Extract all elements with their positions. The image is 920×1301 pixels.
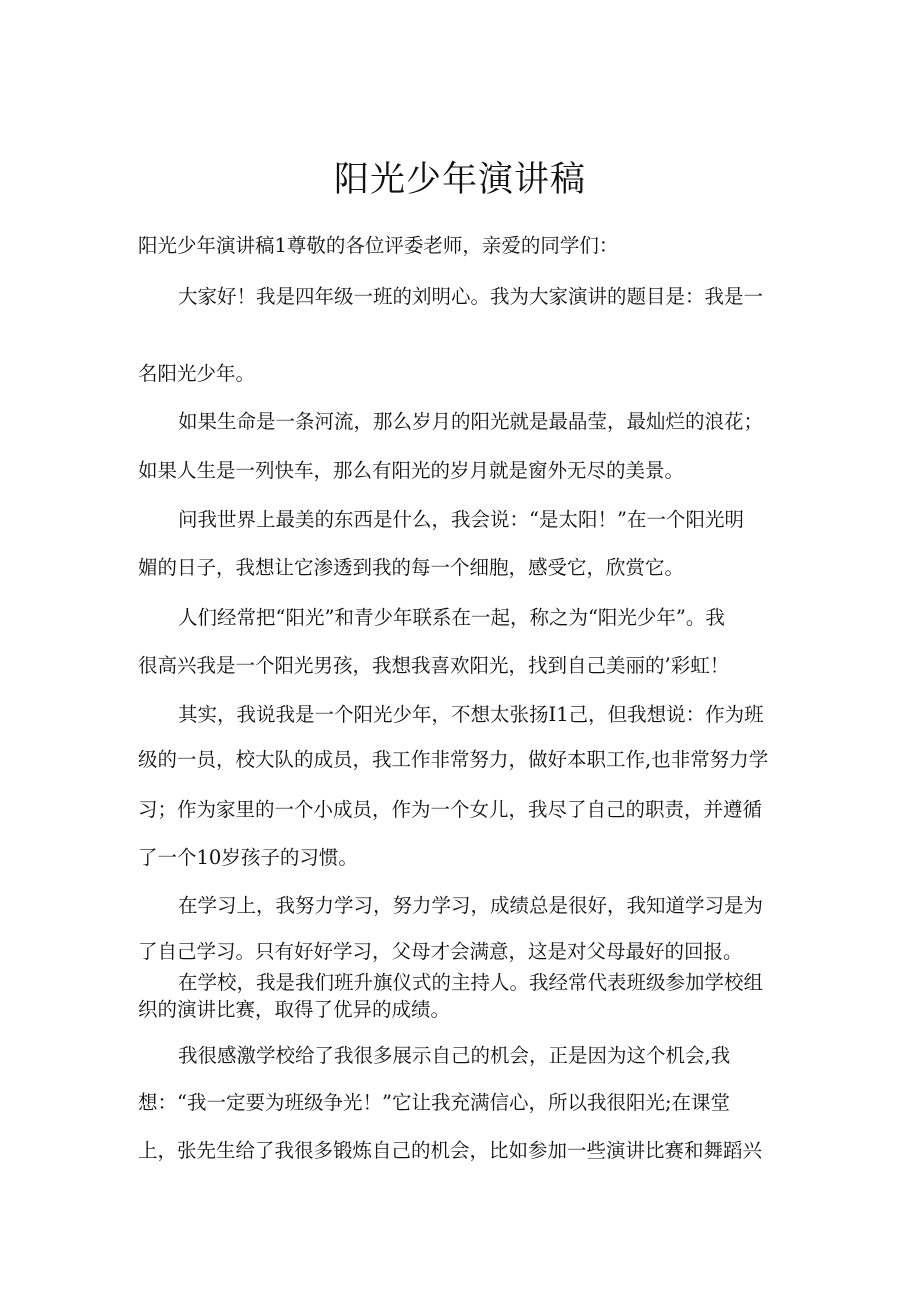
text-line: 如果人生是一列快车，那么有阳光的岁月就是窗外无尽的美景。 — [138, 459, 685, 482]
text-line: 在学校，我是我们班升旗仪式的主持人。我经常代表班级参加学校组 — [178, 971, 764, 994]
text-line: 在学习上，我努力学习，努力学习，成绩总是很好，我知道学习是为 — [178, 894, 764, 917]
text-line: 级的一员，校大队的成员，我工作非常努力，做好本职工作,也非常努力学 — [138, 748, 769, 771]
text-line: 其实，我说我是一个阳光少年，不想太张扬I1己，但我想说：作为班 — [178, 703, 764, 726]
text-line: 人们经常把“阳光”和青少年联系在一起，称之为“阳光少年”。我 — [178, 606, 725, 629]
text-line: 媚的日子，我想让它渗透到我的每一个细胞，感受它，欣赏它。 — [138, 556, 685, 579]
text-line: 很高兴我是一个阳光男孩，我想我喜欢阳光，找到自己美丽的’彩虹！ — [138, 654, 730, 677]
text-line: 上，张先生给了我很多锻炼自己的机会，比如参加一些演讲比赛和舞蹈兴 — [138, 1139, 763, 1162]
text-line: 我很感激学校给了我很多展示自己的机会，正是因为这个机会,我 — [178, 1044, 731, 1067]
text-line: 织的演讲比赛，取得了优异的成绩。 — [138, 998, 451, 1021]
text-line: 想：“我一定要为班级争光！”它让我充满信心，所以我很阳光;在课堂 — [138, 1091, 731, 1114]
text-line: 习；作为家里的一个小成员，作为一个女儿，我尽了自己的职责，并遵循 — [138, 798, 763, 821]
text-line: 问我世界上最美的东西是什么，我会说：“是太阳！”在一个阳光明 — [178, 508, 744, 531]
text-line: 了一个10岁孩子的习惯。 — [138, 846, 358, 869]
text-line: 了自己学习。只有好好学习，父母才会满意，这是对父母最好的回报。 — [138, 940, 743, 963]
text-line: 名阳光少年。 — [138, 362, 256, 385]
text-line: 大家好！我是四年级一班的刘明心。我为大家演讲的题目是：我是一 — [178, 285, 764, 308]
text-line: 如果生命是一条河流，那么岁月的阳光就是最晶莹，最灿烂的浪花； — [178, 410, 764, 433]
text-line: 阳光少年演讲稿1尊敬的各位评委老师，亲爱的同学们： — [138, 234, 619, 257]
document-title: 阳光少年演讲稿 — [333, 160, 586, 200]
